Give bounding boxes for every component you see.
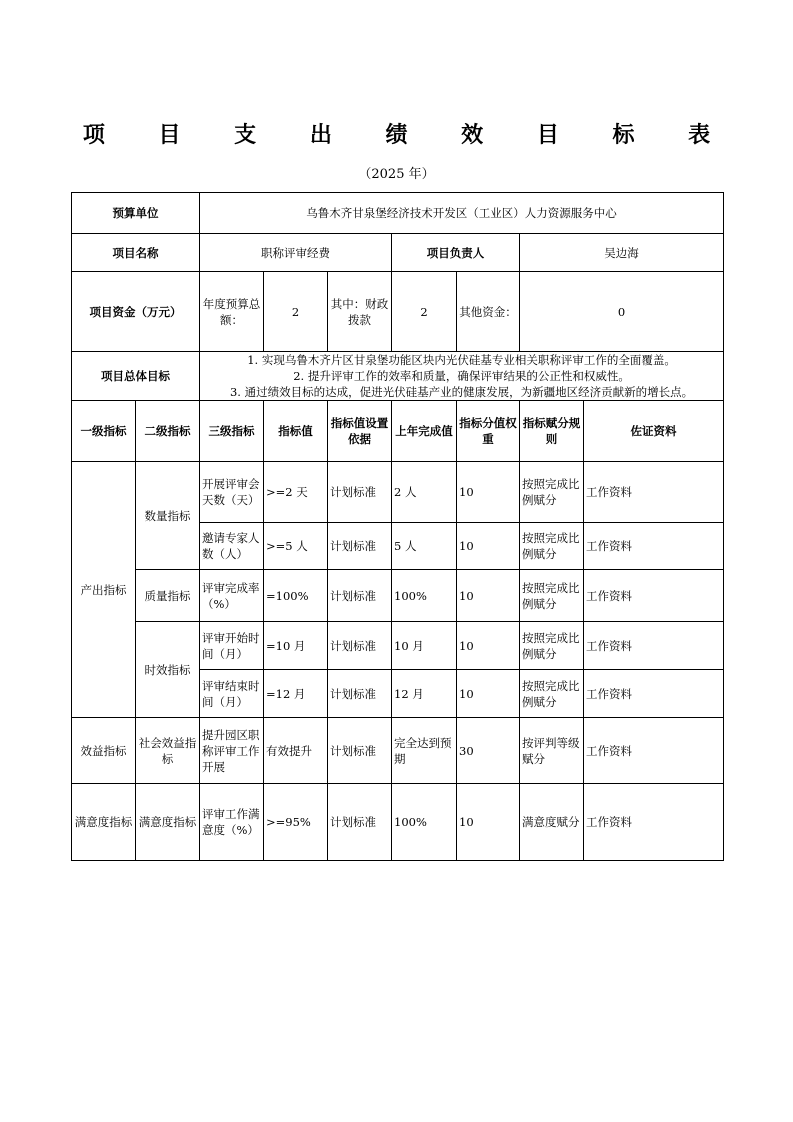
level3-name: 提升园区职称评审工作开展 — [200, 718, 264, 784]
goal-item: 1. 实现乌鲁木齐片区甘泉堡功能区块内光伏硅基专业相关职称评审工作的全面覆盖。 — [247, 353, 676, 367]
table-row — [72, 784, 724, 861]
fund-row — [72, 272, 724, 352]
budget-unit-label: 预算单位 — [72, 193, 200, 234]
level1-output: 产出指标 — [72, 462, 136, 718]
scoring-rule: 满意度赋分 — [520, 784, 584, 861]
indicator-basis: 计划标准 — [328, 718, 392, 784]
header-level1: 一级指标 — [72, 401, 136, 462]
last-year-value: 100% — [392, 570, 457, 622]
table-row — [72, 622, 724, 670]
indicator-value: =100% — [264, 570, 328, 622]
indicator-value: >=95% — [264, 784, 328, 861]
indicator-weight: 10 — [457, 462, 520, 523]
indicator-basis: 计划标准 — [328, 462, 392, 523]
level3-name: 评审工作满意度（%） — [200, 784, 264, 861]
indicator-weight: 10 — [457, 622, 520, 670]
table-row — [72, 570, 724, 622]
indicator-basis: 计划标准 — [328, 523, 392, 570]
table-row — [72, 462, 724, 523]
project-name-row — [72, 234, 724, 272]
evidence: 工作资料 — [584, 523, 724, 570]
indicator-weight: 10 — [457, 523, 520, 570]
level3-name: 邀请专家人数（人） — [200, 523, 264, 570]
header-last-year: 上年完成值 — [392, 401, 457, 462]
indicator-value: 有效提升 — [264, 718, 328, 784]
other-funds-value: 0 — [520, 272, 724, 352]
project-name-label: 项目名称 — [72, 234, 200, 272]
indicator-weight: 10 — [457, 570, 520, 622]
scoring-rule: 按照完成比例赋分 — [520, 523, 584, 570]
indicator-weight: 10 — [457, 784, 520, 861]
scoring-rule: 按照完成比例赋分 — [520, 462, 584, 523]
indicator-weight: 10 — [457, 670, 520, 718]
level3-name: 评审结束时间（月） — [200, 670, 264, 718]
leader-label: 项目负责人 — [392, 234, 520, 272]
budget-unit-value: 乌鲁木齐甘泉堡经济技术开发区（工业区）人力资源服务中心 — [200, 193, 724, 234]
header-evidence: 佐证资料 — [584, 401, 724, 462]
year-subtitle: （2025 年） — [358, 167, 435, 182]
scoring-rule: 按照完成比例赋分 — [520, 622, 584, 670]
goal-item: 3. 通过绩效目标的达成，促进光伏硅基产业的健康发展，为新疆地区经济贡献新的增长点。 — [229, 385, 694, 399]
header-weight: 指标分值权重 — [457, 401, 520, 462]
evidence: 工作资料 — [584, 718, 724, 784]
scoring-rule: 按照完成比例赋分 — [520, 570, 584, 622]
header-level3: 三级指标 — [200, 401, 264, 462]
last-year-value: 5 人 — [392, 523, 457, 570]
last-year-value: 完全达到预期 — [392, 718, 457, 784]
level1-benefit: 效益指标 — [72, 718, 136, 784]
evidence: 工作资料 — [584, 462, 724, 523]
evidence: 工作资料 — [584, 670, 724, 718]
indicator-basis: 计划标准 — [328, 784, 392, 861]
last-year-value: 10 月 — [392, 622, 457, 670]
fund-label: 项目资金（万元） — [72, 272, 200, 352]
evidence: 工作资料 — [584, 570, 724, 622]
level2-satisfaction: 满意度指标 — [136, 784, 200, 861]
leader-value: 吴边海 — [520, 234, 724, 272]
level3-name: 开展评审会天数（天） — [200, 462, 264, 523]
header-level2: 二级指标 — [136, 401, 200, 462]
indicator-value: =12 月 — [264, 670, 328, 718]
scoring-rule: 按照完成比例赋分 — [520, 670, 584, 718]
level3-name: 评审完成率（%） — [200, 570, 264, 622]
budget-unit-row — [72, 193, 724, 234]
header-basis: 指标值设置依据 — [328, 401, 392, 462]
last-year-value: 12 月 — [392, 670, 457, 718]
header-rule: 指标赋分规则 — [520, 401, 584, 462]
goal-list — [200, 352, 724, 401]
level2-social: 社会效益指标 — [136, 718, 200, 784]
annual-budget-label: 年度预算总额： — [200, 272, 264, 352]
header-value: 指标值 — [264, 401, 328, 462]
table-row — [72, 718, 724, 784]
evidence: 工作资料 — [584, 622, 724, 670]
fiscal-value: 2 — [392, 272, 457, 352]
indicator-weight: 30 — [457, 718, 520, 784]
level2-quality: 质量指标 — [136, 570, 200, 622]
indicator-basis: 计划标准 — [328, 622, 392, 670]
scoring-rule: 按评判等级赋分 — [520, 718, 584, 784]
page-title: 项 目 支 出 绩 效 目 标 表 — [82, 123, 734, 148]
level1-satisfaction: 满意度指标 — [72, 784, 136, 861]
level2-timeliness: 时效指标 — [136, 622, 200, 718]
indicator-value: >=2 天 — [264, 462, 328, 523]
level2-quantity: 数量指标 — [136, 462, 200, 570]
indicator-basis: 计划标准 — [328, 570, 392, 622]
last-year-value: 100% — [392, 784, 457, 861]
goal-item: 2. 提升评审工作的效率和质量，确保评审结果的公正性和权威性。 — [293, 369, 630, 383]
project-name-value: 职称评审经费 — [200, 234, 392, 272]
fiscal-label: 其中：财政拨款 — [328, 272, 392, 352]
indicator-value: >=5 人 — [264, 523, 328, 570]
indicator-value: =10 月 — [264, 622, 328, 670]
other-funds-label: 其他资金： — [457, 272, 520, 352]
goal-label: 项目总体目标 — [72, 352, 200, 401]
indicator-basis: 计划标准 — [328, 670, 392, 718]
annual-budget-value: 2 — [264, 272, 328, 352]
header-row — [72, 401, 724, 462]
level3-name: 评审开始时间（月） — [200, 622, 264, 670]
last-year-value: 2 人 — [392, 462, 457, 523]
evidence: 工作资料 — [584, 784, 724, 861]
goal-row — [72, 352, 724, 401]
performance-table — [71, 192, 724, 861]
